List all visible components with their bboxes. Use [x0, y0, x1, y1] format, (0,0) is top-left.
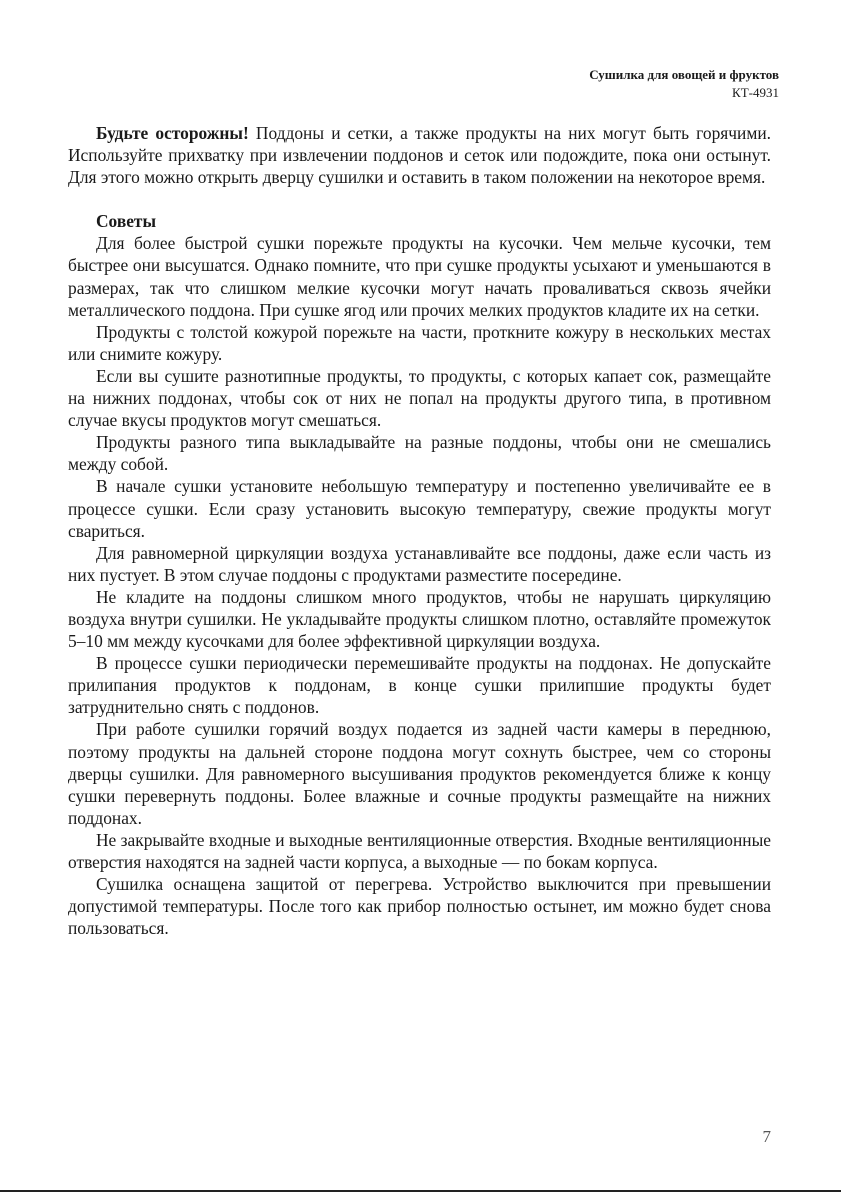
model-number: КТ-4931: [732, 85, 779, 100]
tip-paragraph: Если вы сушите разнотипные продукты, то продукты, с которых капает сок, размещайте на нижних поддонах, чтобы сок от них не попал на продукты другого типа, в противном случае вкусы продуктов могут смешаться.: [68, 365, 771, 431]
tip-paragraph: Продукты с толстой кожурой порежьте на части, проткните кожуру в нескольких местах или снимите кожуру.: [68, 321, 771, 364]
tip-paragraph: Не закрывайте входные и выходные вентиляционные отверстия. Входные вентиляционные отверстия находятся на задней части корпуса, а выходные — по бокам корпуса.: [68, 829, 771, 872]
page-header: [589, 66, 779, 102]
warning-text: Поддоны и сетки, а также продукты на них могут быть горячими. Используйте прихватку при извлечении поддонов и сеток или подождите, пока они остынут. Для этого можно открыть дверцу сушилки и оставить в таком положении на некоторое время.: [68, 123, 771, 188]
tip-paragraph: Для равномерной циркуляции воздуха устанавливайте все поддоны, даже если часть из них пустует. В этом случае поддоны с продуктами разместите посередине.: [68, 542, 771, 585]
tip-paragraph: Не кладите на поддоны слишком много продуктов, чтобы не нарушать циркуляцию воздуха внутри сушилки. Не укладывайте продукты слишком плотно, оставляйте промежуток 5–10 мм между кусочками для более эффективной циркуляции воздуха.: [68, 586, 771, 652]
tips-heading: Советы: [96, 211, 157, 232]
tip-paragraph: В процессе сушки периодически перемешивайте продукты на поддонах. Не допускайте прилипания продуктов к поддонам, в конце сушки прилипшие продукты будет затруднительно снять с поддонов.: [68, 653, 771, 718]
page-content: [68, 122, 771, 939]
tip-paragraph: Сушилка оснащена защитой от перегрева. Устройство выключится при превышении допустимой температуры. После того как прибор полностью остынет, им можно будет снова пользоваться.: [68, 874, 771, 939]
tip-paragraph: При работе сушилки горячий воздух подается из задней части камеры в переднюю, поэтому продукты на дальней стороне поддона могут сохнуть быстрее, чем со стороны дверцы сушилки. Для равномерного высушивания продуктов рекомендуется ближе к концу сушки перевернуть поддоны. Более влажные и сочные продукты размещайте на нижних поддонах.: [68, 719, 771, 828]
bottom-divider: [0, 1190, 841, 1192]
tip-paragraph: Для более быстрой сушки порежьте продукты на кусочки. Чем мельче кусочки, тем быстрее они высушатся. Однако помните, что при сушке продукты усыхают и уменьшаются в размерах, так что слишком мелкие кусочки могут начать проваливаться сквозь ячейки металлического поддона. При сушке ягод или прочих мелких продуктов кладите их на сетки.: [68, 233, 771, 320]
warning-label: Будьте осторожны!: [96, 123, 249, 143]
tip-paragraph: Продукты разного типа выкладывайте на разные поддоны, чтобы они не смешались между собой.: [68, 432, 771, 475]
tip-paragraph: В начале сушки установите небольшую температуру и постепенно увеличивайте ее в процессе сушки. Если сразу установить высокую температуру, свежие продукты могут свариться.: [68, 476, 771, 541]
page-number: 7: [762, 1127, 771, 1146]
product-title: Сушилка для овощей и фруктов: [589, 67, 779, 82]
warning-paragraph: [68, 122, 771, 188]
